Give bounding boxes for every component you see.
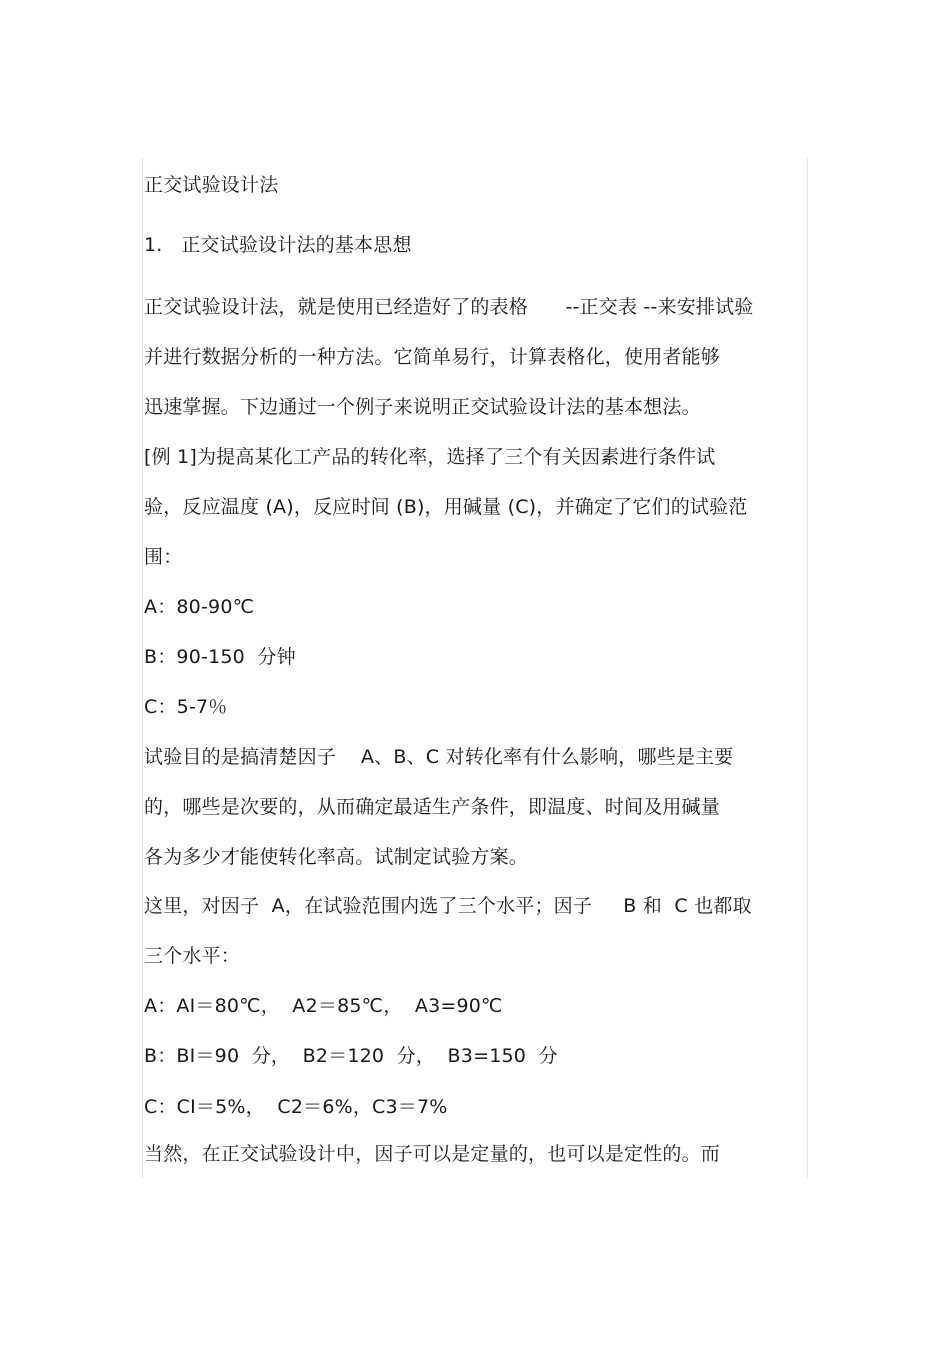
body-line: 迅速掌握。下边通过一个例子来说明正交试验设计法的基本想法。 — [144, 396, 701, 418]
body-line: [例 1]为提高某化工产品的转化率，选择了三个有关因素进行条件试 — [144, 446, 716, 468]
level-line-b: B：BI＝90 分， B2＝120 分， B3=150 分 — [144, 1045, 558, 1067]
left-margin-line — [142, 158, 143, 1178]
body-line: 的，哪些是次要的，从而确定最适生产条件，即温度、时间及用碱量 — [144, 796, 721, 818]
range-line-c: C：5-7％ — [144, 696, 228, 718]
body-line: 各为多少才能使转化率高。试制定试验方案。 — [144, 846, 529, 868]
body-line: 当然，在正交试验设计中，因子可以是定量的，也可以是定性的。而 — [144, 1143, 721, 1165]
body-line: 围： — [144, 546, 183, 568]
range-line-b: B：90-150 分钟 — [144, 646, 296, 668]
body-line: 这里，对因子 A，在试验范围内选了三个水平；因子 B 和 C 也都取 — [144, 895, 752, 917]
right-margin-line — [807, 158, 808, 1178]
body-line: 验，反应温度 (A)，反应时间 (B)，用碱量 (C)，并确定了它们的试验范 — [144, 496, 748, 518]
level-line-a: A：AI＝80℃， A2＝85℃， A3=90℃ — [144, 995, 503, 1017]
body-line: 正交试验设计法，就是使用已经造好了的表格 --正交表 --来安排试验 — [144, 296, 754, 318]
body-line: 并进行数据分析的一种方法。它简单易行，计算表格化，使用者能够 — [144, 346, 721, 368]
body-line: 三个水平： — [144, 945, 241, 967]
body-line: 试验目的是搞清楚因子 A、B、C 对转化率有什么影响，哪些是主要 — [144, 746, 734, 768]
range-line-a: A：80-90℃ — [144, 596, 255, 618]
level-line-c: C：CI＝5%， C2＝6%，C3＝7% — [144, 1096, 448, 1118]
section-heading: 1. 正交试验设计法的基本思想 — [144, 234, 412, 256]
document-title: 正交试验设计法 — [144, 174, 279, 196]
